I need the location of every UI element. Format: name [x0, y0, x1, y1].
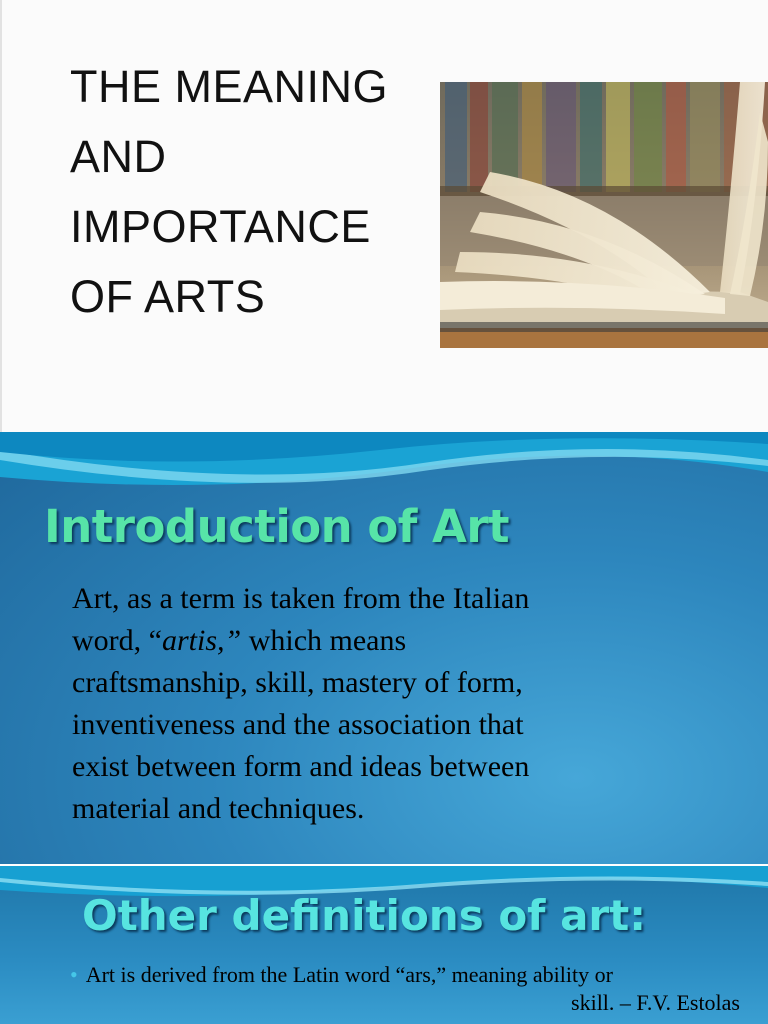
body-line: word, “artis,” which means — [72, 624, 407, 657]
decorative-wave — [0, 432, 768, 502]
body-line: exist between form and ideas between — [72, 750, 530, 783]
body-line: inventiveness and the association that — [72, 708, 524, 741]
title-line: OF ARTS — [70, 271, 266, 322]
slide-title-text — [70, 52, 430, 332]
title-line: IMPORTANCE — [70, 201, 371, 252]
slide-introduction — [0, 432, 768, 864]
slide-other-definitions — [0, 866, 768, 1024]
bullet-item — [70, 961, 750, 1017]
slide-body-text — [72, 578, 712, 830]
body-line: craftsmanship, skill, mastery of form, — [72, 666, 523, 699]
title-line: AND — [70, 131, 167, 182]
bullet-text-continued: skill. – F.V. Estolas — [571, 990, 740, 1015]
body-line: Art, as a term is taken from the Italian — [72, 582, 530, 615]
open-book-image — [440, 82, 768, 348]
slide-title — [0, 0, 768, 433]
bullet-text: Art is derived from the Latin word “ars,” meaning ability or — [85, 962, 613, 987]
slide-heading: Introduction of Art — [44, 500, 510, 553]
title-line: THE MEANING — [70, 61, 389, 112]
body-line: material and techniques. — [72, 792, 365, 825]
slide-border — [0, 0, 2, 432]
slide-heading: Other definitions of art: — [82, 891, 647, 940]
bullet-icon: • — [70, 962, 78, 987]
